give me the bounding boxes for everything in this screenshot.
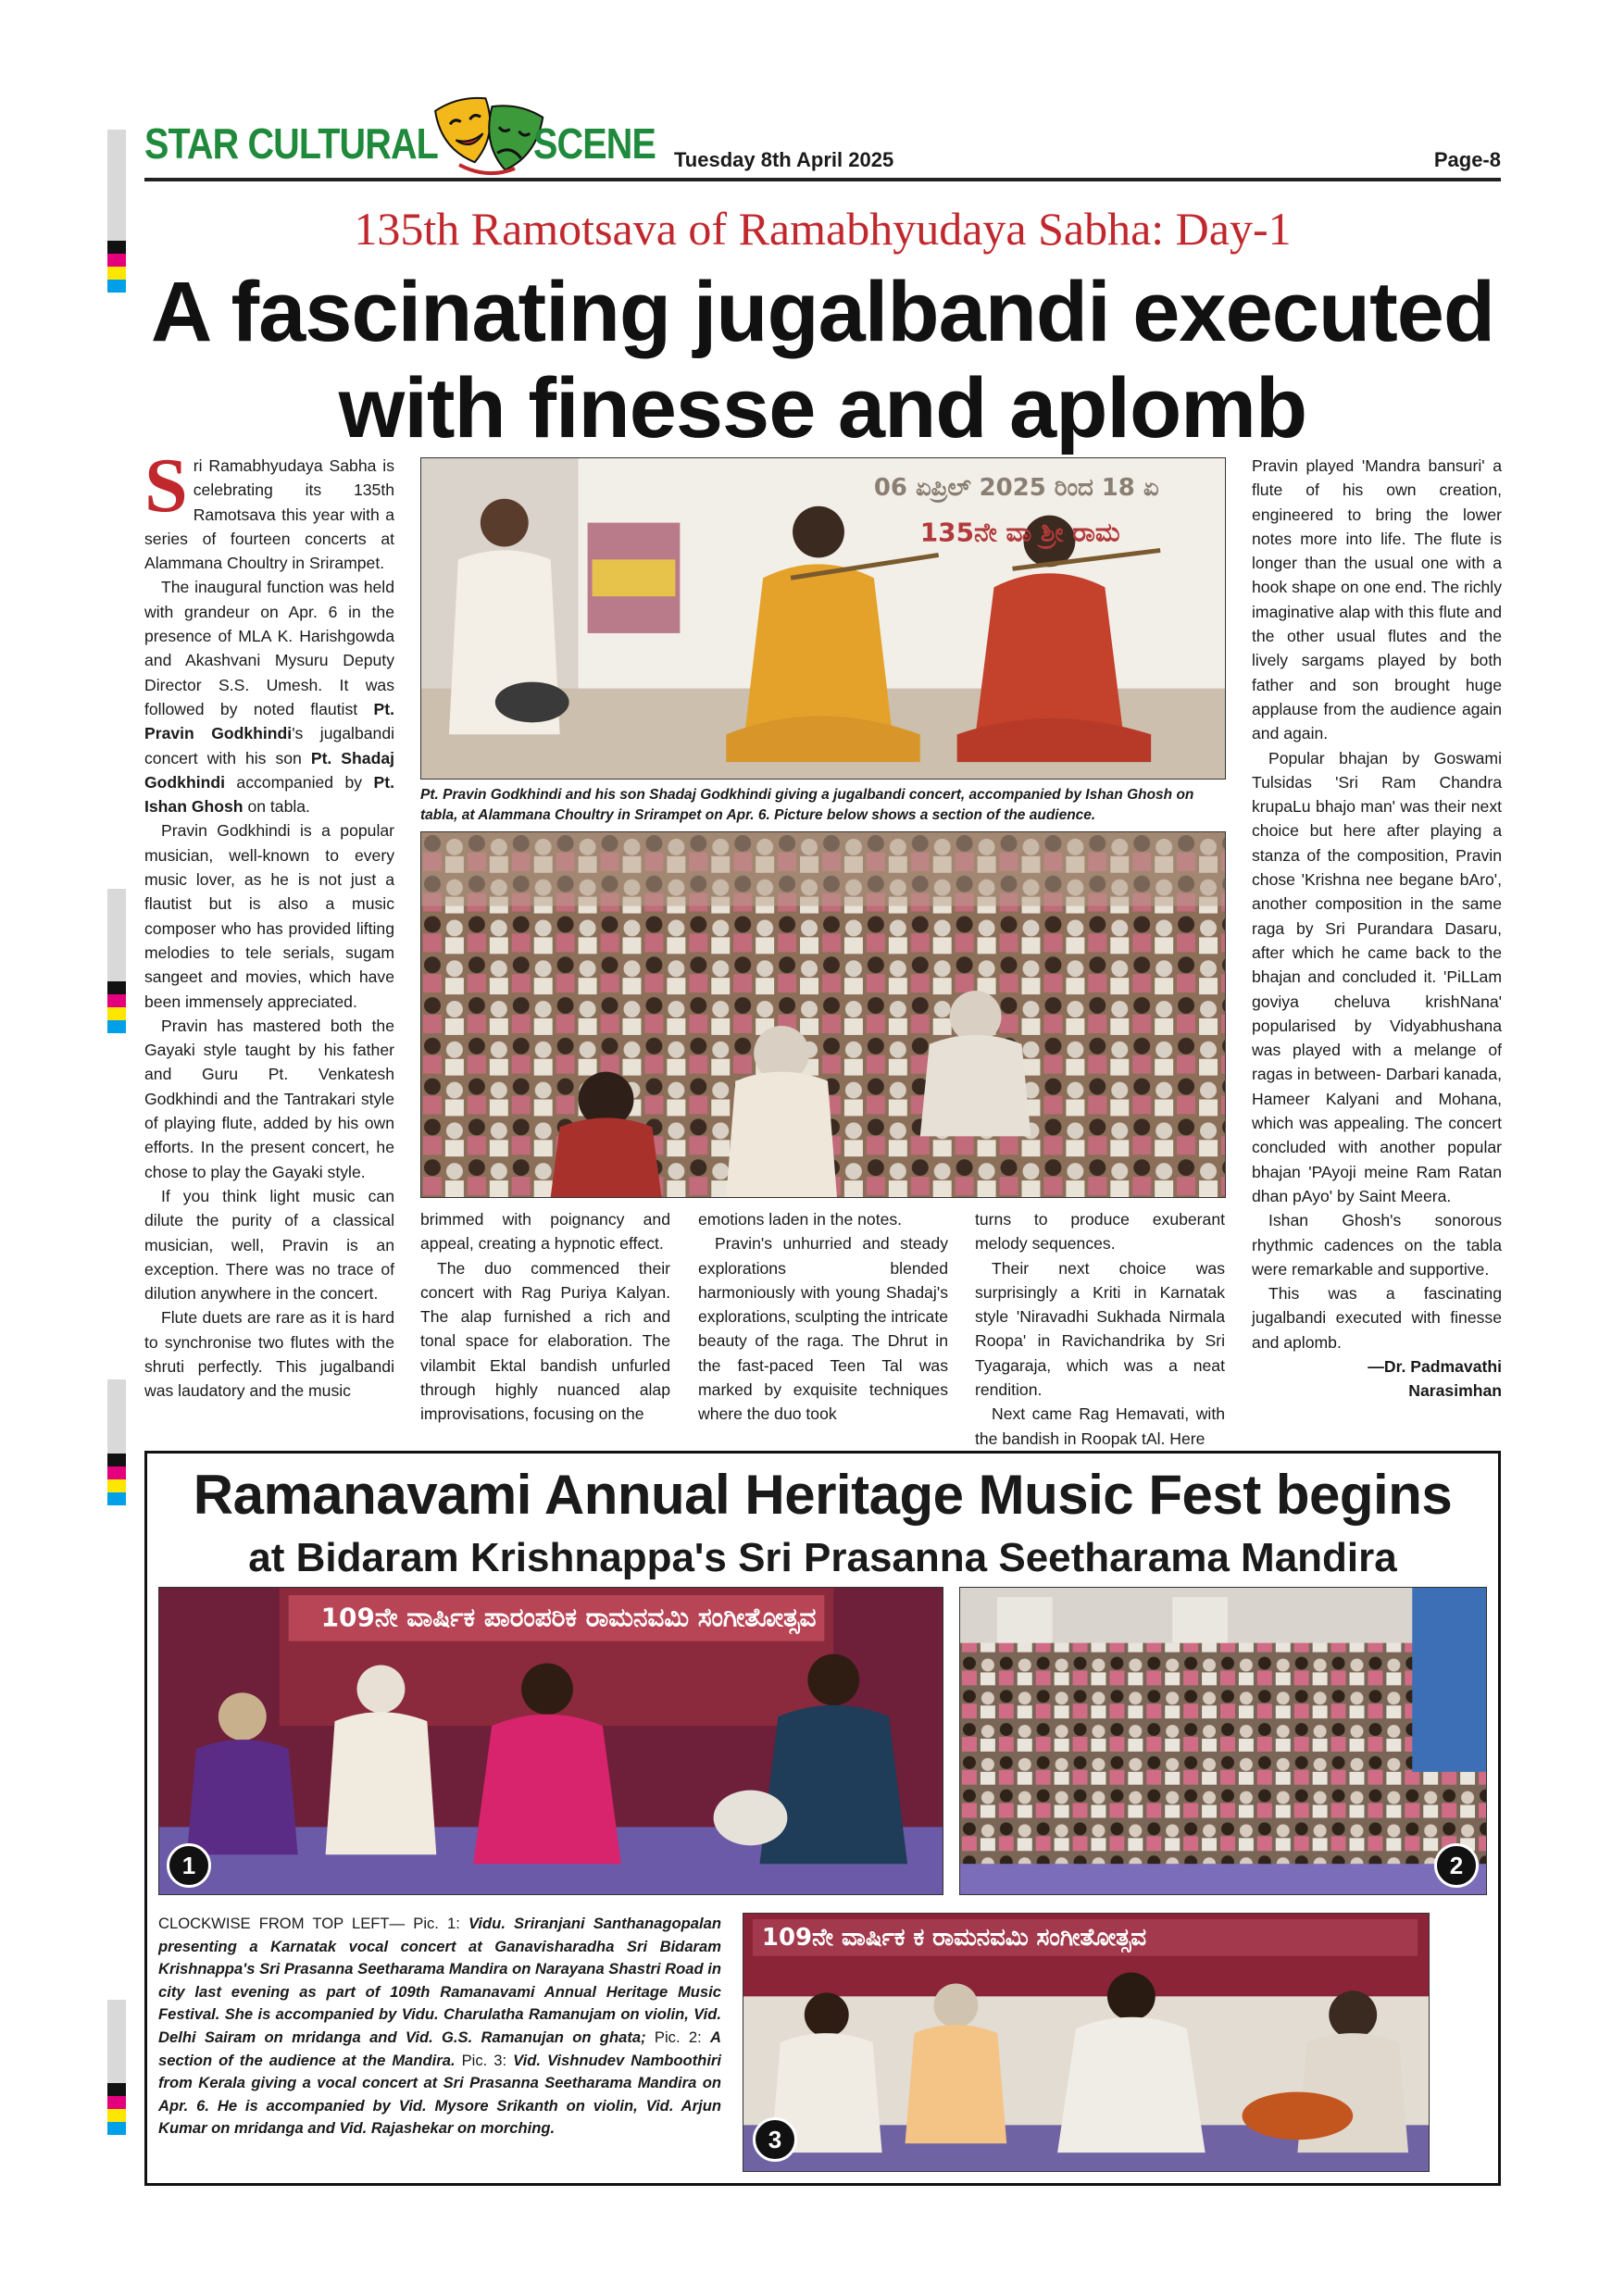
headline-line-2: with finesse and aplomb	[338, 361, 1307, 455]
headline-line-1: A fascinating jugalbandi executed	[150, 265, 1495, 359]
banner-text: 135ನೇ ವಾ ಶ್ರೀ ರಾಮ	[919, 517, 1120, 548]
paragraph: The duo commenced their concert with Rag Puriya Kalyan. The alap furnished a rich and tonal space for elaboration. The vilambit Ektal bandish unfurled through highly nuanced alap improvisations, focusing on the	[420, 1258, 670, 1424]
drop-cap: S	[144, 443, 188, 529]
box-subhead: at Bidaram Krishnappa's Sri Prasanna Seetharama Mandira	[248, 1535, 1397, 1580]
masthead	[144, 91, 1501, 183]
banner-text: 109ನೇ ವಾರ್ಷಿಕ ಕ ರಾಮನವಮಿ ಸಂಗೀತೋತ್ಸವ	[761, 1923, 1147, 1952]
registration-mark-bottom	[107, 2000, 126, 2135]
paragraph: Ishan Ghosh's sonorous rhythmic cadences on the tabla were remarkable and supportive.	[1252, 1211, 1502, 1279]
photo-number-badge: 1	[167, 1843, 211, 1888]
paragraph: Sri Ramabhyudaya Sabha is celebrating its 135th Ramotsava this year with a series of fourteen concerts at Alammana Choultry in Srirampet.	[144, 443, 394, 573]
banner-text: 06 ಏಪ್ರಿಲ್ 2025 ರಿಂದ 18 ಏ	[873, 473, 1159, 502]
fest-photo-2	[959, 1587, 1487, 1895]
paragraph: Popular bhajan by Goswami Tulsidas 'Sri Ram Chandra krupaLu bhajo man' was their next choice but here after playing a stanza of the composition, Pravin chose 'Krishna nee begane bAro', another composition in the same raga by Sri Purandara Dasaru, after which he came back to the bhajan and concluded it. 'PiLLam goviya cheluva krishNana' popularised by Vidyabhushana was played with a melange of ragas in between- Darbari kanada, Hameer Kalyani and Mohana, which was appealing. The concert concluded with another popular bhajan 'PAyoji meine Ram Ratan dhan pAyo' by Saint Meera.	[1252, 748, 1502, 1205]
theatre-masks-icon	[422, 91, 552, 183]
paragraph: Pravin's unhurried and steady explorations blended harmoniously with young Shadaj's explorations, sculpting the intricate beauty of the raga. The Dhrut in the fast-paced Teen Tal was marked by exquisite techniques where the duo took	[698, 1234, 948, 1424]
photo-caption: Pt. Pravin Godkhindi and his son Shadaj Godkhindi giving a jugalbandi concert, accompanied by Ishan Ghosh on tabla, at Alammana Choultry in Srirampet on Apr. 6. Picture below shows a section of the audience.	[420, 787, 1194, 823]
page-number: Page-8	[1433, 148, 1501, 171]
article-column-1	[144, 443, 395, 1404]
byline: Narasimhan	[1408, 1381, 1502, 1401]
paragraph: Next came Rag Hemavati, with the bandish in Roopak tAl. Here	[975, 1404, 1225, 1448]
paragraph: brimmed with poignancy and appeal, creating a hypnotic effect.	[420, 1210, 670, 1254]
article-column-4	[975, 1207, 1225, 1451]
audience-photo	[420, 831, 1226, 1198]
article-column-2	[420, 1207, 670, 1427]
paragraph: The inaugural function was held with grandeur on Apr. 6 in the presence of MLA K. Harishgowda and Akashvani Mysuru Deputy Director S.S. Umesh. It was followed by noted flautist Pt. Pravin Godkhindi's jugalbandi concert with his son Pt. Shadaj Godkhindi accompanied by Pt. Ishan Ghosh on tabla.	[144, 578, 395, 817]
fest-photo-1	[158, 1587, 943, 1895]
brand-left: STAR CULTURAL	[144, 119, 438, 168]
photo-number-badge: 2	[1434, 1843, 1479, 1888]
paragraph: Pravin has mastered both the Gayaki style taught by his father and Guru Pt. Venkatesh Godkhindi and the Tantrakari style of playing flute, added by his own efforts. In the present concert, he chose to play the Gayaki style.	[144, 1016, 394, 1181]
paragraph: If you think light music can dilute the purity of a classical musician, well, Pravin is an exception. There was no trace of dilution anywhere in the concert.	[144, 1186, 394, 1304]
paragraph: turns to produce exuberant melody sequences.	[975, 1210, 1225, 1254]
music-fest-box	[144, 1451, 1501, 2186]
paragraph: Pravin played 'Mandra bansuri' a flute of his own creation, engineered to bring the lower notes more into life. The flute is longer than the usual one with a hook shape on one end. The richly imaginative alap with this flute and the other usual flutes and the lively sargams played by both father and son brought huge applause from the audience again and again.	[1252, 456, 1502, 743]
fest-caption: CLOCKWISE FROM TOP LEFT— Pic. 1: Vidu. Sriranjani Santhanagopalan presenting a Karnatak vocal concert at Ganavisharadha Sri Bidaram Krishnappa's Sri Prasanna Seetharama Mandira on Narayana Shastri Road in city last evening as part of 109th Ramanavami Annual Heritage Music Festival. She is accompanied by Vidu. Charulatha Ramanujam on violin, Vid. Delhi Sairam on mridanga and Vid. G.S. Ramanujan on ghata; Pic. 2: A section of the audience at the Mandira. Pic. 3: Vid. Vishnudev Namboothiri from Kerala giving a vocal concert at Sri Prasanna Seetharama Mandira on Apr. 6. He is accompanied by Vid. Mysore Srikanth on violin, Vid. Arjun Kumar on mridanga and Vid. Rajashekar on morching.	[158, 1915, 721, 2138]
photo-number-badge: 3	[753, 2117, 797, 2162]
article-kicker: 135th Ramotsava of Ramabhyudaya Sabha: Day-1	[354, 203, 1292, 255]
byline: —Dr. Padmavathi	[1368, 1356, 1502, 1376]
article-headline	[144, 264, 1501, 456]
fest-photo-3	[743, 1913, 1430, 2172]
article-column-3	[698, 1207, 948, 1427]
paragraph: Their next choice was surprisingly a Kriti in Karnatak style 'Niravadhi Sukhada Nirmala Roopa' in Ravichandrika by Sri Tyagaraja, which was a neat rendition.	[975, 1258, 1225, 1400]
registration-mark-top	[107, 130, 126, 293]
box-headline: Ramanavami Annual Heritage Music Fest begins	[193, 1464, 1453, 1526]
paragraph: This was a fascinating jugalbandi executed with finesse and aplomb.	[1252, 1284, 1502, 1352]
masthead-rule	[144, 178, 1501, 181]
concert-photo	[420, 457, 1226, 780]
registration-mark-lower	[107, 1379, 126, 1505]
banner-text: 109ನೇ ವಾರ್ಷಿಕ ಪಾರಂಪರಿಕ ರಾಮನವಮಿ ಸಂಗೀತೋತ್ಸವ	[320, 1602, 817, 1633]
paragraph: emotions laden in the notes.	[698, 1210, 903, 1229]
article-column-5	[1252, 454, 1502, 1404]
paragraph: Pravin Godkhindi is a popular musician, well-known to every music lover, as he is not just a flautist but is also a music composer who has provided lifting melodies to tele serials, sugam sangeet and movies, which have been immensely appreciated.	[144, 821, 394, 1011]
paragraph: Flute duets are rare as it is hard to synchronise two flutes with the shruti perfectly. This jugalbandi was laudatory and the music	[144, 1308, 394, 1401]
brand-right: SCENE	[533, 119, 656, 168]
registration-mark-mid	[107, 889, 126, 1033]
issue-date: Tuesday 8th April 2025	[674, 148, 894, 171]
